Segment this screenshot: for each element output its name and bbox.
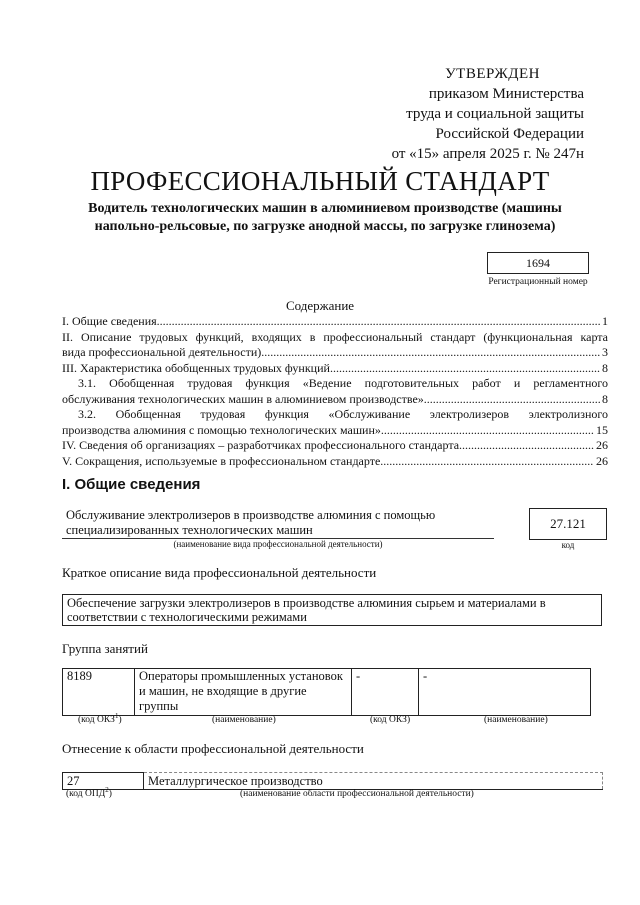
- area-name: Металлургическое производство: [144, 773, 603, 790]
- occupation-code: 8189: [63, 669, 135, 716]
- toc-leader: [380, 454, 594, 470]
- approval-line: труда и социальной защиты: [406, 106, 584, 122]
- toc-item[interactable]: [62, 361, 608, 377]
- activity-code-caption: код: [561, 540, 575, 550]
- caption-name: (наименование): [212, 715, 276, 725]
- occupations-label: Группа занятий: [62, 641, 148, 656]
- toc-item-page: 26: [596, 438, 608, 452]
- toc-item[interactable]: [62, 392, 608, 408]
- toc-item-page: 26: [596, 453, 608, 468]
- footnote-mark[interactable]: 1: [114, 711, 119, 720]
- occupation-name: -: [419, 669, 591, 716]
- toc-item[interactable]: [62, 454, 608, 470]
- occupation-code: -: [352, 669, 419, 716]
- activity-area-table: [62, 772, 603, 790]
- table-of-contents: [62, 314, 608, 469]
- approval-line: Российской Федерации: [435, 126, 584, 142]
- occupations-table: [62, 668, 591, 716]
- registration-label: Регистрационный номер: [488, 277, 588, 287]
- areas-label: Отнесение к области профессиональной деятельности: [62, 741, 364, 756]
- caption-okz-code: (код ОКЗ$^1$): [78, 711, 122, 725]
- document-subtitle: Водитель технологических машин в алюминиевом производстве (машины напольно-рельсовые, по загрузке анодной массы, по загрузке глинозема): [88, 201, 562, 234]
- footnote-mark[interactable]: 2: [105, 785, 109, 794]
- toc-leader: [424, 392, 600, 408]
- toc-leader: [330, 361, 600, 377]
- toc-leader: [459, 438, 594, 454]
- caption-text: (код ОКЗ: [78, 715, 115, 725]
- purpose-text: Обеспечение загрузки электролизеров в производстве алюминия сырьем и материалами в соответствии с технологическими режимами: [62, 594, 602, 626]
- toc-item-text: вида профессиональной деятельности): [62, 345, 262, 359]
- caption-area-name: (наименование области профессиональной деятельности): [240, 789, 474, 799]
- activity-name: Обслуживание электролизеров в производстве алюминия с помощью специализированных технологических машин: [66, 508, 436, 537]
- approval-line: приказом Министерства: [428, 86, 584, 102]
- toc-item[interactable]: [62, 438, 608, 454]
- purpose-label: Краткое описание вида профессиональной деятельности: [62, 565, 377, 580]
- registration-number: 1694: [487, 252, 589, 274]
- toc-leader: [157, 314, 600, 330]
- toc-item[interactable]: [62, 423, 608, 439]
- toc-item[interactable]: [62, 345, 608, 361]
- toc-item-page: 3: [602, 345, 608, 359]
- table-row: [63, 773, 603, 790]
- toc-item-page: 1: [602, 314, 608, 328]
- caption-opd-code: (код ОПД$^2$): [66, 785, 112, 799]
- document-title: ПРОФЕССИОНАЛЬНЫЙ СТАНДАРТ: [90, 166, 550, 196]
- toc-item-text: I. Общие сведения: [62, 314, 157, 328]
- toc-item-text: производства алюминия с помощью технологических машин»: [62, 422, 381, 437]
- approval-block: [344, 64, 584, 164]
- caption-okz-code: (код ОКЗ): [370, 715, 411, 725]
- toc-item-text[interactable]: 3.1. Обобщенная трудовая функция «Ведение подготовительных работ и регламентного: [78, 376, 608, 390]
- caption-text: (код ОПД: [66, 789, 106, 799]
- toc-item-text[interactable]: II. Описание трудовых функций, входящих в профессиональный стандарт (функциональная карта: [62, 329, 608, 344]
- toc-item-page: 8: [602, 391, 608, 406]
- table-row: [63, 669, 591, 716]
- toc-item-page: 15: [596, 422, 608, 437]
- toc-item-text: V. Сокращения, используемые в профессиональном стандарте: [62, 453, 381, 468]
- toc-item-text: обслуживания технологических машин в алюминиевом производстве»: [62, 391, 424, 406]
- occupation-name: Операторы промышленных установок и машин, не входящие в другие группы: [135, 669, 352, 716]
- activity-code: 27.121: [529, 508, 607, 540]
- toc-item-page: 8: [602, 360, 608, 375]
- toc-item-text[interactable]: 3.2. Обобщенная трудовая функция «Обслуживание электролизеров электролизного: [78, 407, 608, 421]
- toc-item[interactable]: [62, 314, 608, 330]
- toc-leader: [261, 345, 600, 361]
- toc-item-text: III. Характеристика обобщенных трудовых функций: [62, 360, 330, 375]
- toc-item-text: IV. Сведения об организациях – разработчиках профессионального стандарта: [62, 438, 460, 452]
- area-code: 27: [63, 773, 144, 790]
- toc-leader: [381, 423, 594, 439]
- activity-caption: (наименование вида профессиональной деятельности): [173, 539, 383, 549]
- section-heading: I. Общие сведения: [62, 476, 201, 493]
- approval-line: от «15» апреля 2025 г. № 247н: [391, 146, 584, 162]
- caption-name: (наименование): [484, 715, 548, 725]
- toc-title: Содержание: [285, 298, 355, 313]
- approval-title: УТВЕРЖДЕН: [445, 66, 540, 82]
